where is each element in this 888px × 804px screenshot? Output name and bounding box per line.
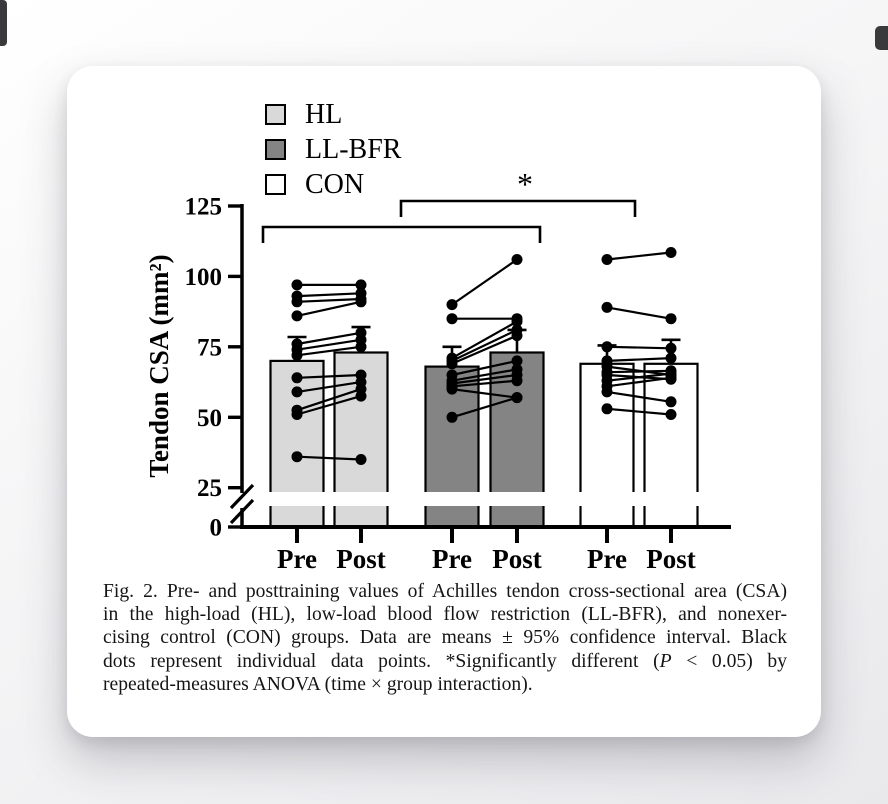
- x-tick-label: Post: [646, 544, 696, 574]
- legend-item-hl: [265, 97, 401, 132]
- data-point: [292, 451, 303, 462]
- pair-line: [607, 358, 671, 361]
- x-tick-label: Pre: [587, 544, 627, 574]
- caption-line: [103, 673, 787, 696]
- y-tick-label: 125: [184, 193, 222, 221]
- data-point: [666, 396, 677, 407]
- legend-label: LL-BFR: [305, 133, 402, 165]
- legend-label: CON: [305, 168, 365, 200]
- data-point: [666, 353, 677, 364]
- pair-line: [297, 293, 361, 296]
- y-tick-label: 50: [197, 404, 222, 432]
- pair-line: [297, 299, 361, 302]
- y-tick-label: 0: [209, 514, 222, 542]
- y-axis-title: Tendon CSA (mm²): [144, 254, 174, 478]
- figure-caption: [103, 580, 787, 696]
- data-point: [356, 296, 367, 307]
- data-point: [356, 391, 367, 402]
- data-point: [666, 409, 677, 420]
- data-point: [447, 384, 458, 395]
- caption-text: dots represent individual data points. *Significantly different (: [103, 650, 660, 672]
- caption-line: [103, 603, 787, 626]
- data-point: [666, 372, 677, 383]
- pair-line: [607, 253, 671, 260]
- legend-item-con: [265, 167, 401, 202]
- x-tick-label: Pre: [277, 544, 317, 574]
- significance-bracket-ll-bfr-con: [401, 201, 635, 217]
- data-point: [292, 279, 303, 290]
- data-point: [447, 313, 458, 324]
- data-point: [512, 392, 523, 403]
- data-point: [602, 403, 613, 414]
- legend-swatch-icon: [265, 139, 286, 160]
- data-point: [292, 386, 303, 397]
- caption-text: < 0.05) by: [671, 650, 787, 672]
- data-point: [602, 341, 613, 352]
- significance-bracket-hl-ll-bfr: [263, 227, 540, 243]
- data-point: [292, 409, 303, 420]
- y-tick-label: 75: [197, 334, 222, 362]
- caption-text: Fig. 2. Pre- and posttraining values of Achilles tendon cross-sectional area (CSA): [103, 581, 787, 602]
- pair-line: [607, 307, 671, 318]
- data-point: [447, 358, 458, 369]
- caption-text: in the high-load (HL), low-load blood flow restriction (LL-BFR), and nonexer-: [103, 604, 787, 626]
- data-point: [602, 254, 613, 265]
- data-point: [666, 313, 677, 324]
- data-point: [292, 372, 303, 383]
- caption-line: [103, 626, 787, 649]
- data-point: [512, 330, 523, 341]
- legend-swatch-icon: [265, 104, 286, 125]
- y-tick-label: 25: [197, 475, 222, 503]
- data-point: [447, 299, 458, 310]
- data-point: [602, 386, 613, 397]
- data-point: [292, 310, 303, 321]
- data-point: [512, 254, 523, 265]
- data-point: [666, 343, 677, 354]
- pair-line: [452, 260, 517, 305]
- caption-text: repeated-measures ANOVA (time × group interaction).: [103, 673, 533, 695]
- data-point: [292, 350, 303, 361]
- significance-asterisk: *: [517, 166, 533, 202]
- data-point: [602, 302, 613, 313]
- caption-line: [103, 580, 787, 603]
- pair-line: [607, 371, 671, 372]
- x-tick-label: Post: [492, 544, 542, 574]
- legend-label: HL: [305, 98, 343, 130]
- legend-swatch-icon: [265, 174, 286, 195]
- axis-break-band: [249, 492, 734, 506]
- pair-line: [297, 302, 361, 316]
- y-tick-label: 100: [184, 263, 222, 291]
- data-point: [512, 375, 523, 386]
- caption-italic-p: P: [659, 650, 672, 672]
- data-point: [447, 412, 458, 423]
- data-point: [666, 247, 677, 258]
- chart-legend: [265, 97, 401, 202]
- pair-line: [607, 347, 671, 349]
- x-tick-label: Pre: [432, 544, 472, 574]
- data-point: [356, 454, 367, 465]
- data-point: [292, 296, 303, 307]
- caption-line: [103, 650, 787, 673]
- x-tick-label: Post: [336, 544, 386, 574]
- data-point: [356, 341, 367, 352]
- legend-item-ll-bfr: [265, 132, 401, 167]
- caption-text: cising control (CON) groups. Data are means ± 95% confidence interval. Black: [103, 627, 787, 649]
